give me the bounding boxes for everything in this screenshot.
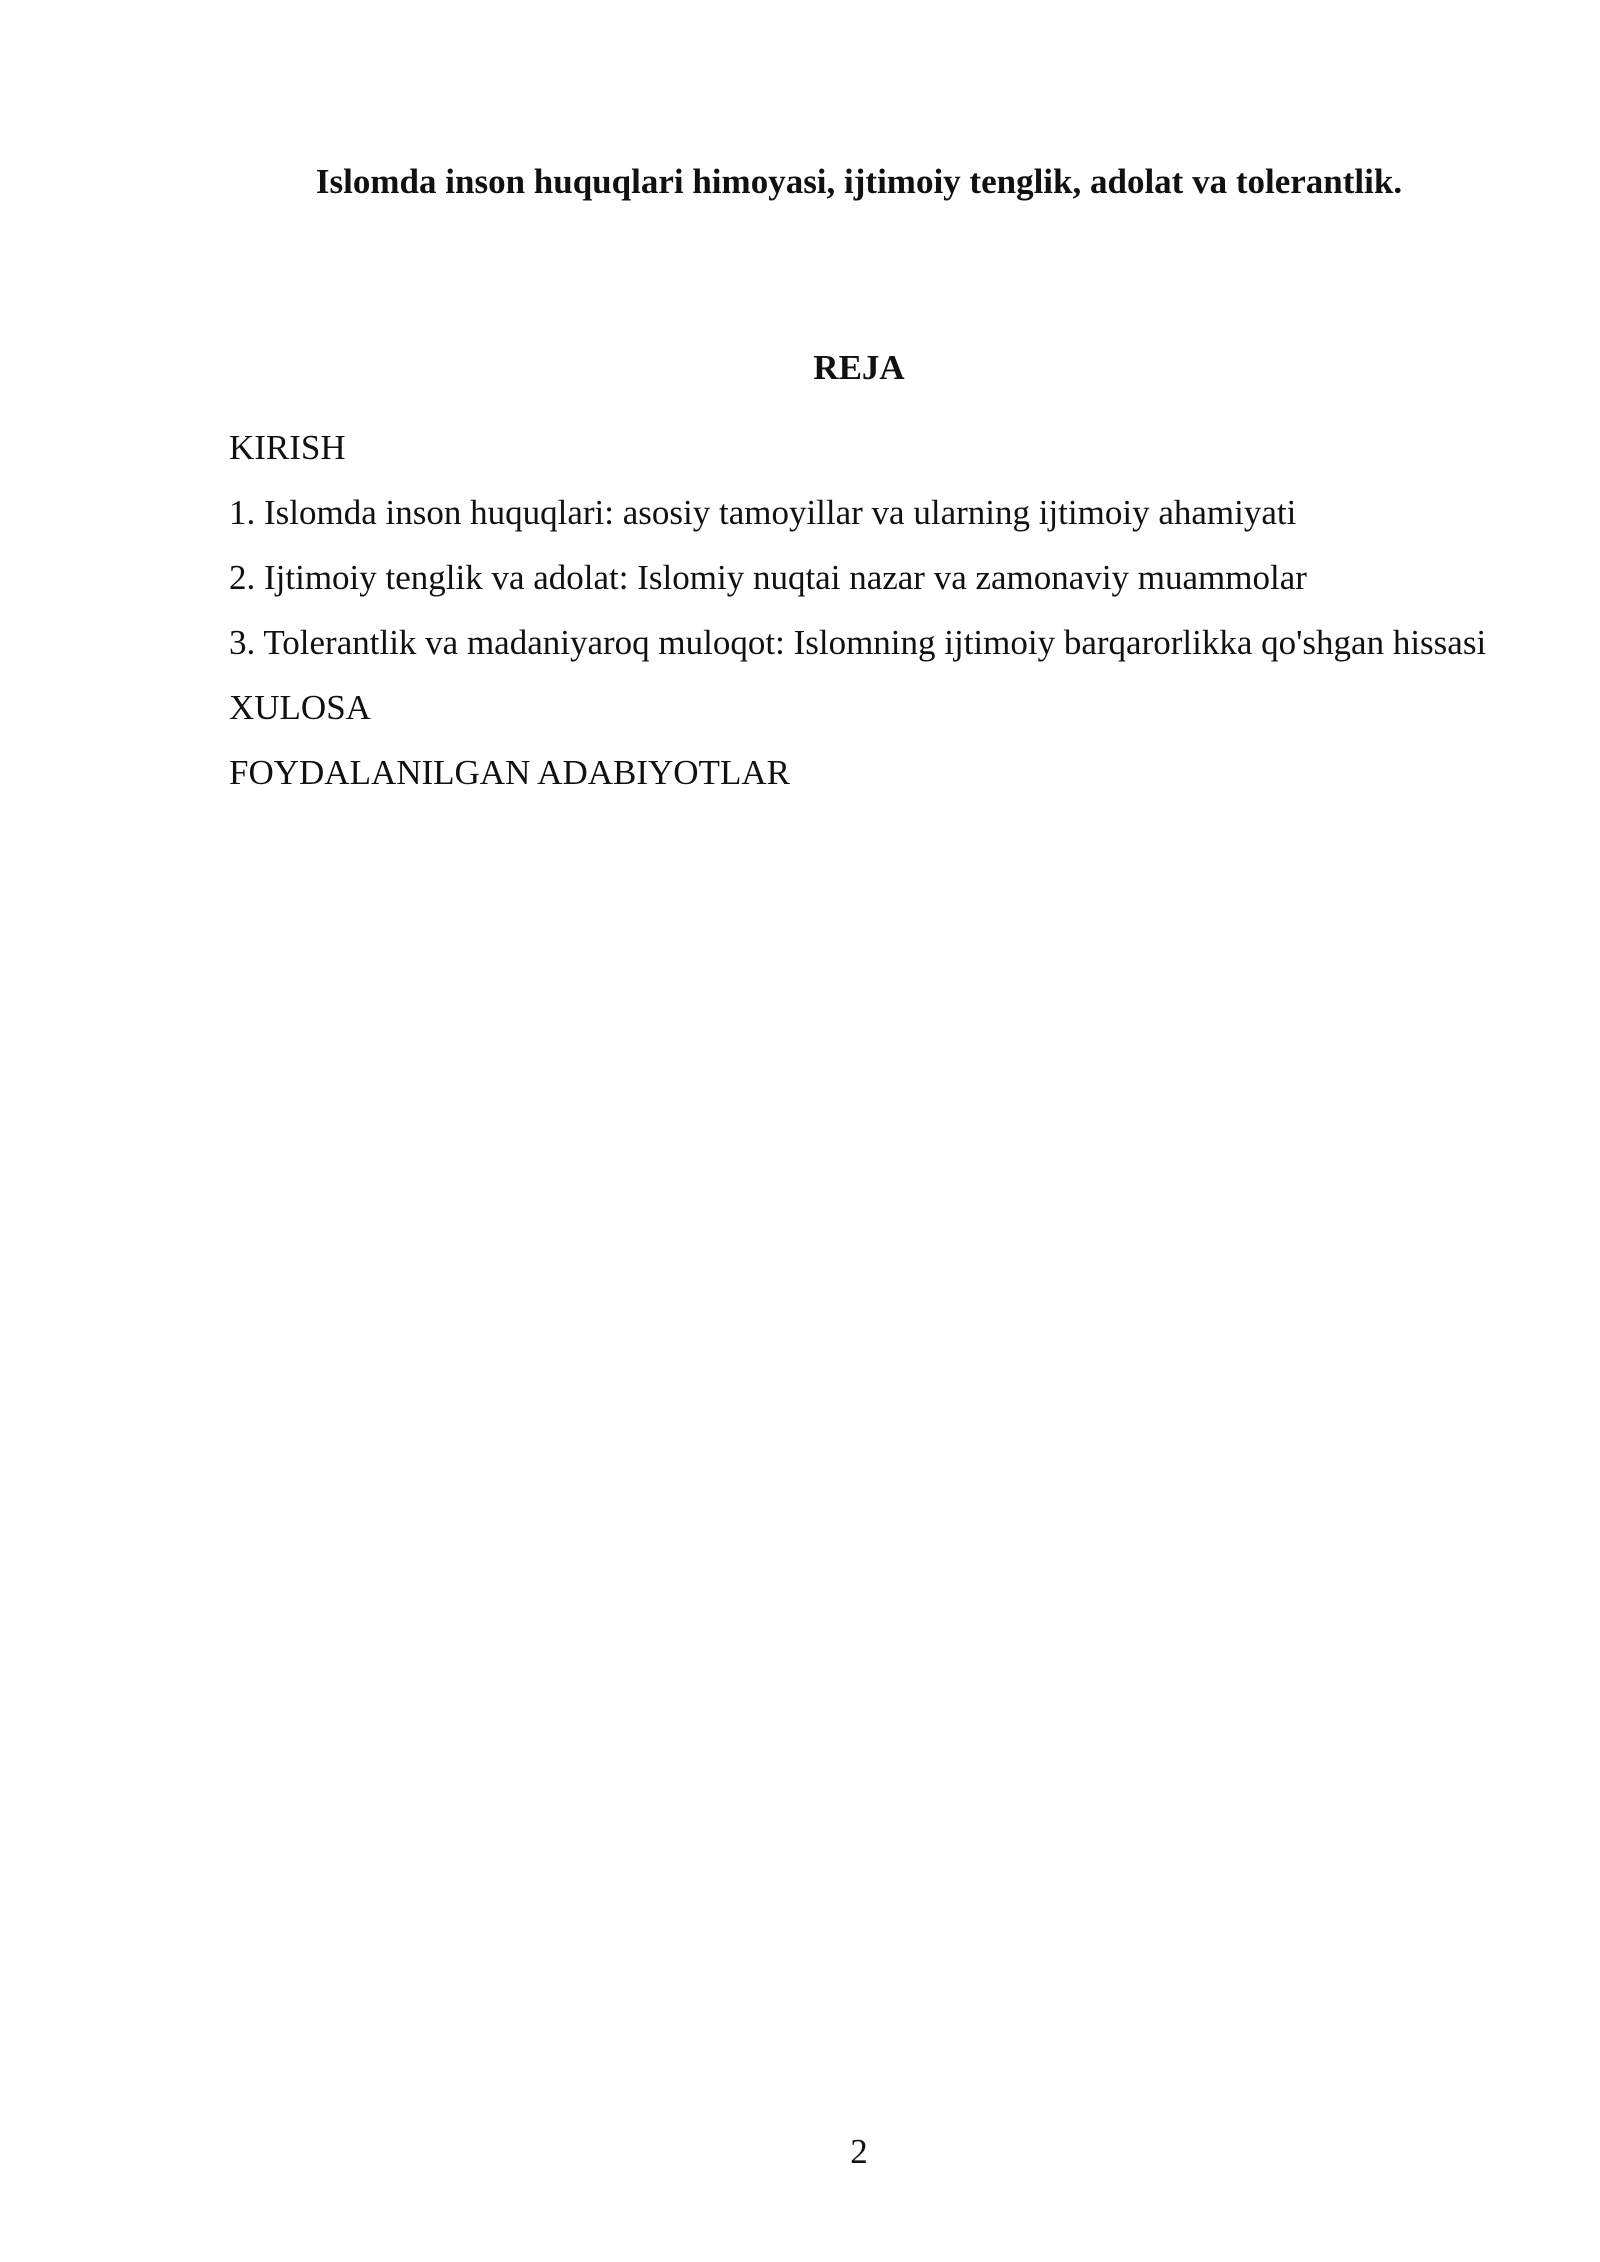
plan-item-2: 2. Ijtimoiy tenglik va adolat: Islomiy nuqtai nazar va zamonaviy muammolar [229, 558, 1307, 597]
plan-item-conclusion: XULOSA [229, 688, 371, 727]
document-title: Islomda inson huquqlari himoyasi, ijtimoiy tenglik, adolat va tolerantlik. [315, 162, 1403, 201]
plan-list [229, 420, 1529, 810]
plan-item-3: 3. Tolerantlik va madaniyaroq muloqot: Islomning ijtimoiy barqarorlikka qo'shgan hissasi [229, 623, 1487, 662]
page-number: 2 [850, 2132, 868, 2171]
plan-item-references: FOYDALANILGAN ADABIYOTLAR [229, 753, 790, 792]
plan-item-introduction: KIRISH [229, 428, 346, 467]
plan-heading: REJA [813, 348, 905, 387]
plan-item-1: 1. Islomda inson huquqlari: asosiy tamoyillar va ularning ijtimoiy ahamiyati [229, 493, 1297, 532]
